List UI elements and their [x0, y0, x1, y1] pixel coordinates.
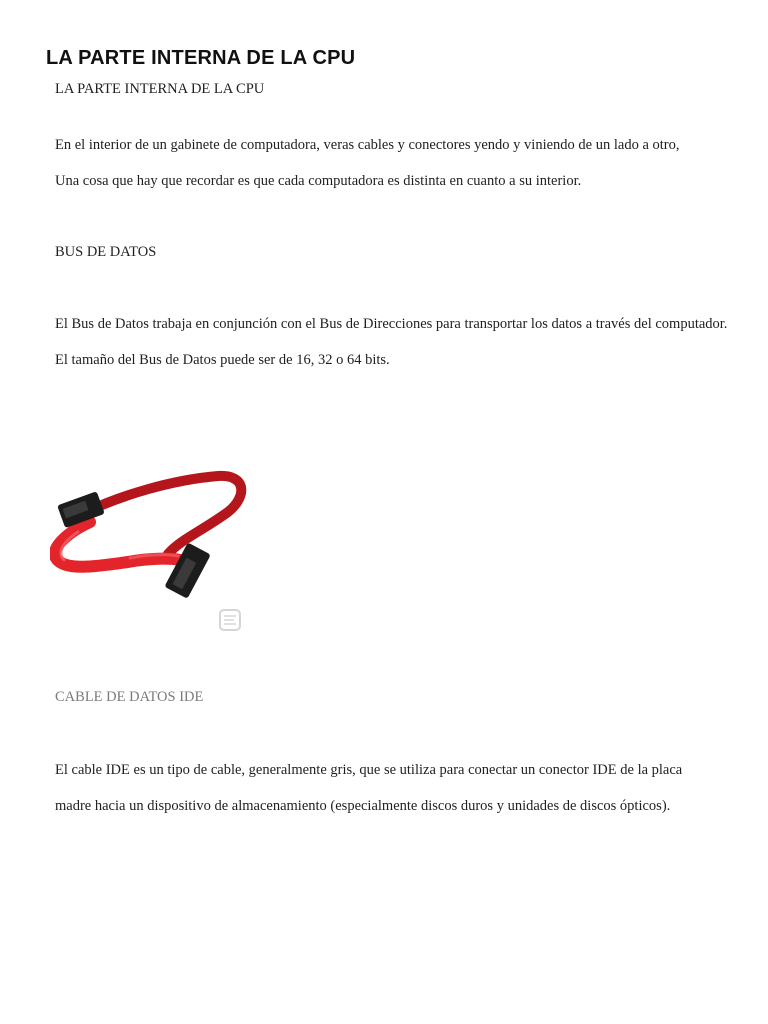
bus-paragraph-line-2: El tamaño del Bus de Datos puede ser de 16, 32 o 64 bits.: [55, 352, 390, 368]
intro-paragraph-line-2: Una cosa que hay que recordar es que cada computadora es distinta en cuanto a su interior.: [55, 173, 582, 189]
bus-paragraph-line-1: El Bus de Datos trabaja en conjunción con el Bus de Direcciones para transportar los datos a través del computador.: [55, 316, 728, 332]
sata-cable-image: [50, 462, 250, 638]
cable-ide-heading: CABLE DE DATOS IDE: [55, 689, 204, 705]
intro-paragraph-line-1: En el interior de un gabinete de computadora, veras cables y conectores yendo y viniendo de un lado a otro,: [55, 137, 680, 153]
ide-paragraph-line-2: madre hacia un dispositivo de almacenamiento (especialmente discos duros y unidades de discos ópticos).: [55, 798, 671, 814]
document-subtitle: LA PARTE INTERNA DE LA CPU: [55, 81, 265, 97]
document-title: LA PARTE INTERNA DE LA CPU: [46, 47, 356, 69]
ide-paragraph-line-1: El cable IDE es un tipo de cable, generalmente gris, que se utiliza para conectar un conector IDE de la placa: [55, 762, 683, 778]
red-sata-cable-icon: [55, 476, 241, 630]
bus-de-datos-heading: BUS DE DATOS: [55, 244, 157, 260]
